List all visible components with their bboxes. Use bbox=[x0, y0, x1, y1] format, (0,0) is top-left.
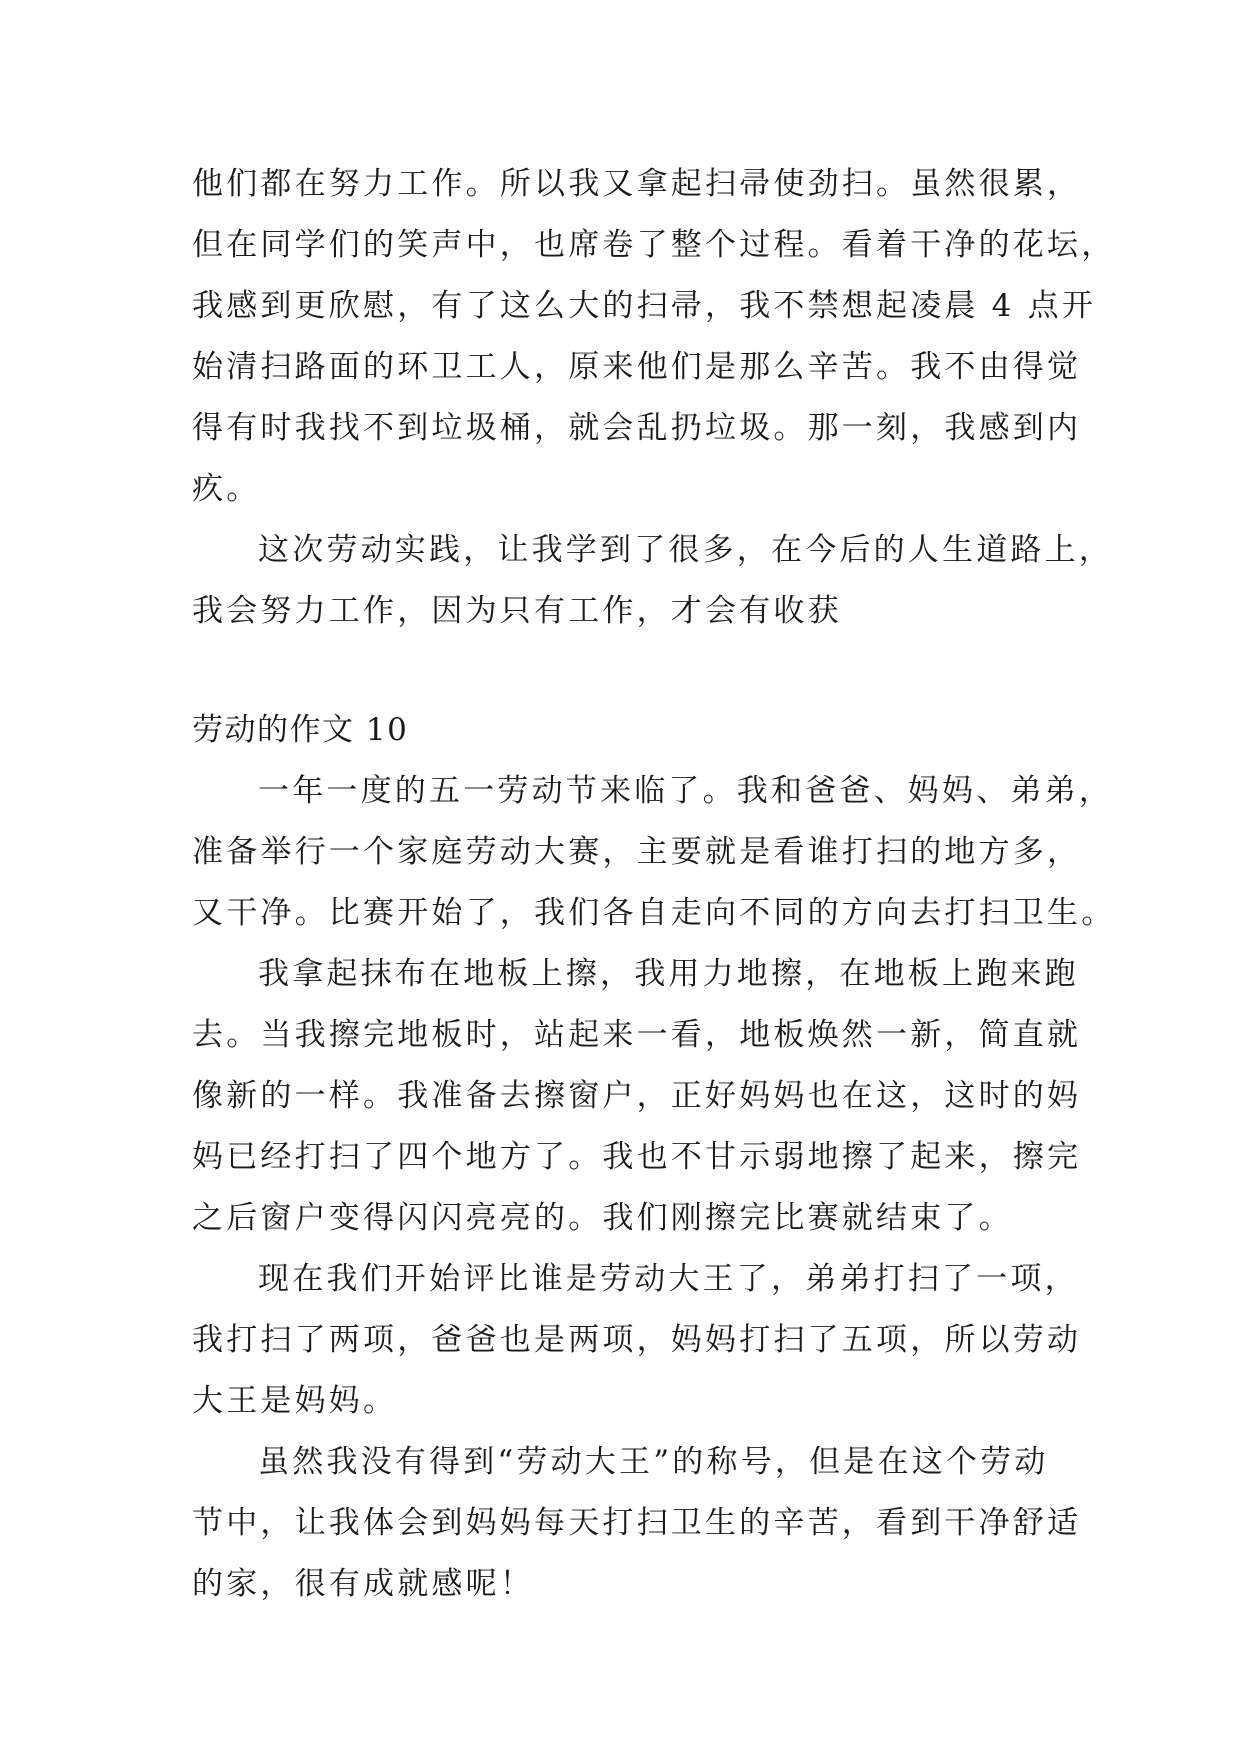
text-line: 去。当我擦完地板时，站起来一看，地板焕然一新，简直就 bbox=[192, 1017, 1082, 1053]
intro-paragraph bbox=[192, 154, 1116, 520]
text-line: 得有时我找不到垃圾桶，就会乱扔垃圾。那一刻，我感到内 bbox=[192, 410, 1082, 446]
section-spacer bbox=[192, 642, 1052, 700]
text-line: 节中，让我体会到妈妈每天打扫卫生的辛苦，看到干净舒适 bbox=[192, 1505, 1082, 1541]
text-line: 现在我们开始评比谁是劳动大王了，弟弟打扫了一项， bbox=[258, 1261, 1079, 1297]
text-line: 一年一度的五一劳动节来临了。我和爸爸、妈妈、弟弟， bbox=[258, 773, 1113, 809]
text-line: 他们都在努力工作。所以我又拿起扫帚使劲扫。虽然很累， bbox=[192, 166, 1082, 202]
paragraph-3 bbox=[192, 1249, 1082, 1432]
text-line: 的家，很有成就感呢！ bbox=[192, 1566, 534, 1602]
text-line: 大王是妈妈。 bbox=[192, 1383, 398, 1419]
text-line: 准备举行一个家庭劳动大赛，主要就是看谁打扫的地方多， bbox=[192, 834, 1082, 870]
text-line: 我会努力工作，因为只有工作，才会有收获 bbox=[192, 593, 842, 629]
text-line: 疚。 bbox=[192, 471, 261, 507]
text-line: 我拿起抹布在地板上擦，我用力地擦，在地板上跑来跑 bbox=[258, 956, 1079, 992]
paragraph-2 bbox=[192, 944, 1082, 1249]
document-body bbox=[192, 154, 1116, 1615]
text-line: 始清扫路面的环卫工人，原来他们是那么辛苦。我不由得觉 bbox=[192, 349, 1082, 385]
paragraph-1 bbox=[192, 761, 1116, 944]
text-line: 又干净。比赛开始了，我们各自走向不同的方向去打扫卫生。 bbox=[192, 895, 1116, 931]
text-line: 像新的一样。我准备去擦窗户，正好妈妈也在这，这时的妈 bbox=[192, 1078, 1082, 1114]
section-title: 劳动的作文 10 bbox=[192, 712, 409, 748]
text-line: 之后窗户变得闪闪亮亮的。我们刚擦完比赛就结束了。 bbox=[192, 1200, 1013, 1236]
text-line: 我感到更欣慰，有了这么大的扫帚，我不禁想起凌晨 4 点开 bbox=[192, 288, 1097, 324]
text-line: 虽然我没有得到“劳动大王”的称号，但是在这个劳动 bbox=[258, 1444, 1049, 1480]
text-line: 我打扫了两项，爸爸也是两项，妈妈打扫了五项，所以劳动 bbox=[192, 1322, 1082, 1358]
text-line: 妈已经打扫了四个地方了。我也不甘示弱地擦了起来，擦完 bbox=[192, 1139, 1082, 1175]
text-line: 这次劳动实践，让我学到了很多，在今后的人生道路上， bbox=[258, 532, 1113, 568]
paragraph-4 bbox=[192, 1432, 1082, 1615]
closing-paragraph bbox=[192, 520, 1113, 642]
text-line: 但在同学们的笑声中，也席卷了整个过程。看着干净的花坛， bbox=[192, 227, 1116, 263]
